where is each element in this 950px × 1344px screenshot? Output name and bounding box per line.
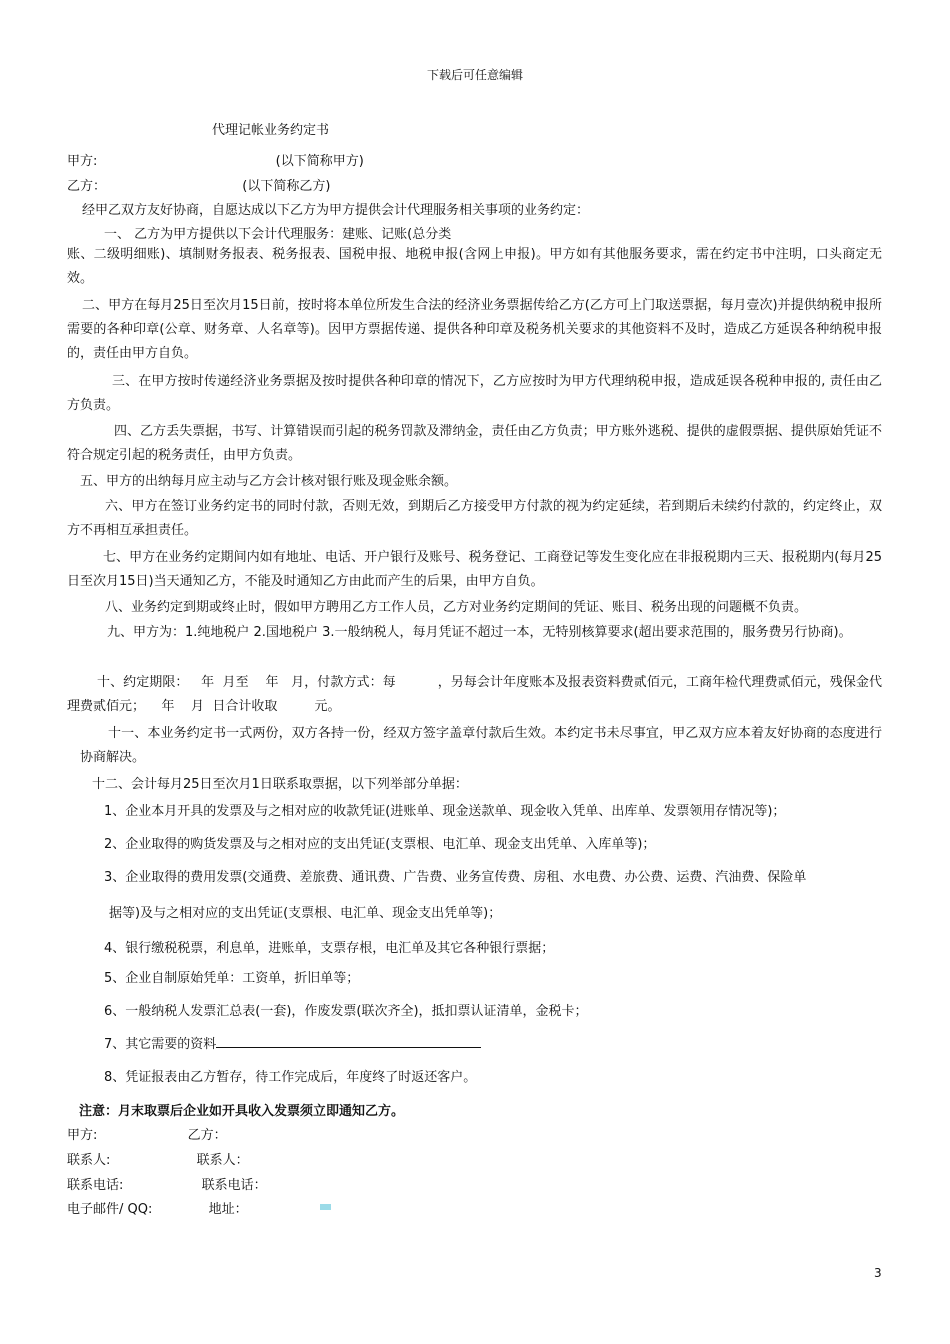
doc-item-7: 7、其它需要的资料 <box>104 1037 217 1052</box>
page-header: 下载后可任意编辑 <box>426 68 523 82</box>
clause-12: 十二、会计每月25日至次月1日联系取票据，以下列举部分单据： <box>92 777 468 792</box>
signature-phone-row <box>67 1174 267 1193</box>
clause-10: 十、约定期限： 年 月至 年 月，付款方式：每 ，另每会计年度账本及报表资料费贰佰元，工商年检代理费贰佰元，残保金代理费贰佰元； 年 月 日合计收取 元。 <box>67 675 882 714</box>
party-b-suffix: (以下简称乙方) <box>242 179 331 194</box>
clause-5: 五、甲方的出纳每月应主动与乙方会计核对银行账及现金账余额。 <box>80 474 458 489</box>
doc-item-2: 2、企业取得的购货发票及与之相对应的支出凭证(支票根、电汇单、现金支出凭单、入库单等)； <box>104 837 656 852</box>
doc-item-6: 6、一般纳税人发票汇总表(一套)，作废发票(联次齐全)，抵扣票认证清单，金税卡； <box>104 1004 588 1019</box>
clause-11: 十一、本业务约定书一式两份，双方各持一份，经双方签字盖章付款后生效。本约定书未尽事宜，甲乙双方应本着友好协商的态度进行协商解决。 <box>80 726 882 765</box>
signature-email: 电子邮件/ QQ: <box>67 1202 153 1217</box>
page-number: 3 <box>874 1266 882 1280</box>
signature-party-row <box>67 1124 227 1143</box>
highlight-marker <box>320 1204 331 1210</box>
signature-contact-a: 联系人: <box>67 1153 111 1168</box>
doc-item-3-cont: 据等)及与之相对应的支出凭证(支票根、电汇单、现金支出凭单等)； <box>109 906 502 921</box>
party-a-label: 甲方: <box>67 154 98 169</box>
clause-9: 九、甲方为：1.纯地税户 2.国地税户 3.一般纳税人，每月凭证不超过一本，无特别核算要求(超出要求范围的，服务费另行协商)。 <box>107 625 852 640</box>
signature-contact-b: 联系人： <box>196 1153 249 1168</box>
clause-6: 六、甲方在签订业务约定书的同时付款，否则无效，到期后乙方接受甲方付款的视为约定延续，若到期后未续约付款的，约定终止，双方不再相互承担责任。 <box>67 499 882 538</box>
clause-8: 八、业务约定到期或终止时，假如甲方聘用乙方工作人员，乙方对业务约定期间的凭证、账目、税务出现的问题概不负责。 <box>105 600 808 615</box>
signature-email-row <box>67 1198 248 1217</box>
doc-item-5: 5、企业自制原始凭单：工资单，折旧单等； <box>104 971 360 986</box>
signature-party-a: 甲方: <box>67 1128 98 1143</box>
clause-3: 三、在甲方按时传递经济业务票据及按时提供各种印章的情况下，乙方应按时为甲方代理纳税申报，造成延误各税种申报的, 责任由乙方负责。 <box>67 374 882 413</box>
clause-7: 七、甲方在业务约定期间内如有地址、电话、开户银行及账号、税务登记、工商登记等发生变化应在非报税期内三天、报税期内(每月25日至次月15日)当天通知乙方，不能及时通知乙方由此而产生的后果，由甲方自负。 <box>67 550 882 589</box>
clause-1-first-line: 一、 乙方为甲方提供以下会计代理服务：建账、记账(总分类 <box>104 227 452 242</box>
signature-phone-a: 联系电话: <box>67 1178 124 1193</box>
clause-4: 四、乙方丢失票据，书写、计算错误而引起的税务罚款及滞纳金，责任由乙方负责；甲方账外逃税、提供的虚假票据、提供原始凭证不符合规定引起的税务责任，由甲方负责。 <box>67 424 882 463</box>
doc-item-4: 4、银行缴税税票，利息单，进账单，支票存根，电汇单及其它各种银行票据； <box>104 941 555 956</box>
clause-1-rest: 账、二级明细账)、填制财务报表、税务报表、国税申报、地税申报(含网上申报)。甲方如有其他服务要求，需在约定书中注明，口头商定无效。 <box>67 247 882 286</box>
party-a-suffix: (以下简称甲方) <box>275 154 364 169</box>
signature-phone-b: 联系电话： <box>201 1178 267 1193</box>
signature-party-b: 乙方： <box>187 1128 227 1143</box>
doc-item-1: 1、企业本月开具的发票及与之相对应的收款凭证(进账单、现金送款单、现金收入凭单、出库单、发票领用存情况等)； <box>104 804 786 819</box>
party-b-line <box>67 175 330 194</box>
doc-item-7-blank-line <box>216 1035 481 1048</box>
party-a-line <box>67 150 364 169</box>
document-title: 代理记帐业务约定书 <box>212 123 330 138</box>
intro-text: 经甲乙双方友好协商，自愿达成以下乙方为甲方提供会计代理服务相关事项的业务约定： <box>82 203 590 218</box>
clause-2: 二、甲方在每月25日至次月15日前，按时将本单位所发生合法的经济业务票据传给乙方(乙方可上门取送票据，每月壹次)并提供纳税申报所需要的各种印章(公章、财务章、人名章等)。因甲方票据传递、提供各种印章及税务机关要求的其他资料不及时，造成乙方延误各种纳税申报的，责任由甲方自负。 <box>67 298 882 361</box>
doc-item-8: 8、凭证报表由乙方暂存，待工作完成后，年度终了时返还客户。 <box>104 1070 477 1085</box>
signature-address: 地址： <box>208 1202 248 1217</box>
signature-contact-row <box>67 1149 249 1168</box>
notice-text: 注意：月末取票后企业如开具收入发票须立即通知乙方。 <box>79 1104 405 1119</box>
party-b-label: 乙方： <box>67 179 107 194</box>
doc-item-7-row <box>104 1033 481 1052</box>
doc-item-3: 3、企业取得的费用发票(交通费、差旅费、通讯费、广告费、业务宣传费、房租、水电费、办公费、运费、汽油费、保险单 <box>104 870 807 885</box>
